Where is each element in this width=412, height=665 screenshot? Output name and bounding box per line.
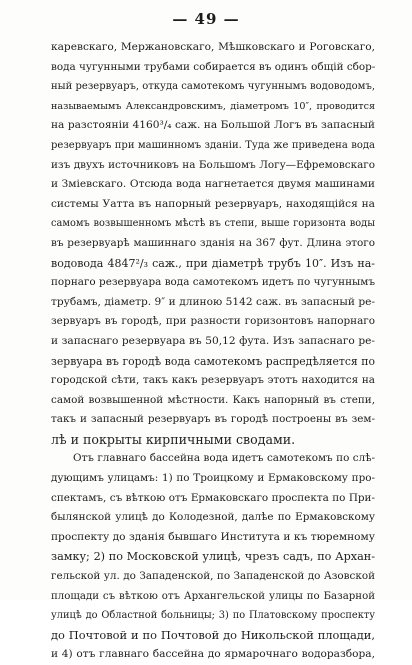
text-line: и Зміевскаго. Отсюда вода нагнетается двумя машинами [51,178,375,191]
text-line: спектамъ, съ вѣткою отъ Ермаковскаго проспекта по При- [51,491,375,504]
text-line: гельской ул. до Западенской, по Западенской до Азовской [51,570,375,583]
text-line: городской сѣти, такъ какъ резервуаръ этотъ находится на [51,374,375,387]
text-line: въ резервуарѣ машиннаго зданія на 367 фут. Длина этого [51,236,375,249]
text-line: изъ двухъ источниковъ на Большомъ Логу—Ефремовскаго [51,158,375,171]
text-line: былянской улицѣ до Колодезной, далѣе по Ермаковскому [51,511,375,524]
page-number: — 49 — [172,10,240,28]
text-line: ный резервуаръ, откуда самотекомъ чугуннымъ водоводомъ, [51,81,375,93]
text-line: площади съ вѣткою отъ Архангельской улицы по Базарной [51,590,375,602]
text-line: и запаснаго резервуара въ 50,12 фута. Изъ запаснаго ре- [51,334,375,347]
text-line: зервуаръ въ городѣ, при разности горизонтовъ напорнаго [51,315,375,328]
text-line: порнаго резервуара вода самотекомъ идетъ по чугуннымъ [51,276,375,289]
text-line: и 4) отъ главнаго бассейна до ярмарочнаго водоразбора, [51,648,375,661]
text-line: каревскаго, Мержановскаго, Мѣшковскаго и Роговскаго, [51,41,375,53]
text-line: зервуара въ городѣ вода самотекомъ распредѣляется по [51,354,375,368]
text-line: лѣ и покрыты кирпичными сводами. [51,431,296,447]
text-line: самой возвышенной мѣстности. Какъ напорный въ степи, [51,393,375,406]
paragraph-2 [51,449,375,665]
text-line: Отъ главнаго бассейна вода идетъ самотекомъ по слѣ- [73,452,375,465]
text-line: улицѣ до Областной больницы; 3) по Платовскому проспекту [51,610,375,622]
text-line: резервуаръ при машинномъ зданіи. Туда же приведена вода [51,139,375,151]
text-line: называемымъ Александровскимъ, діаметромъ 10″, проводится [51,100,375,112]
text-line: замку; 2) по Московской улицѣ, чрезъ садъ, по Архан- [51,550,375,564]
text-line: вода чугунными трубами собирается въ одинъ общій сбор- [51,60,375,73]
text-line: дующимъ улицамъ: 1) по Троицкому и Ермаковскому про- [51,472,375,485]
text-line: водовода 4847²/₃ саж., при діаметрѣ трубъ 10″. Изъ на- [51,256,375,270]
text-line: такъ и запасный резервуаръ въ городѣ построены въ зем- [51,413,375,426]
text-line: до Почтовой и по Почтовой до Никольской площади, [51,627,375,642]
paragraph-1 [51,38,375,449]
text-block [51,38,375,665]
text-line: проспекту до зданія бывшаго Института и къ тюремному [51,530,375,543]
text-line: системы Уатта въ напорный резервуаръ, находящійся на [51,197,375,210]
text-line: трубамъ, діаметр. 9″ и длиною 5142 саж. въ запасный ре- [51,295,375,308]
text-line: самомъ возвышенномъ мѣстѣ въ степи, выше горизонта воды [51,218,375,230]
text-line: на разстояніи 4160³/₄ саж. на Большой Логъ въ запасный [51,119,375,132]
